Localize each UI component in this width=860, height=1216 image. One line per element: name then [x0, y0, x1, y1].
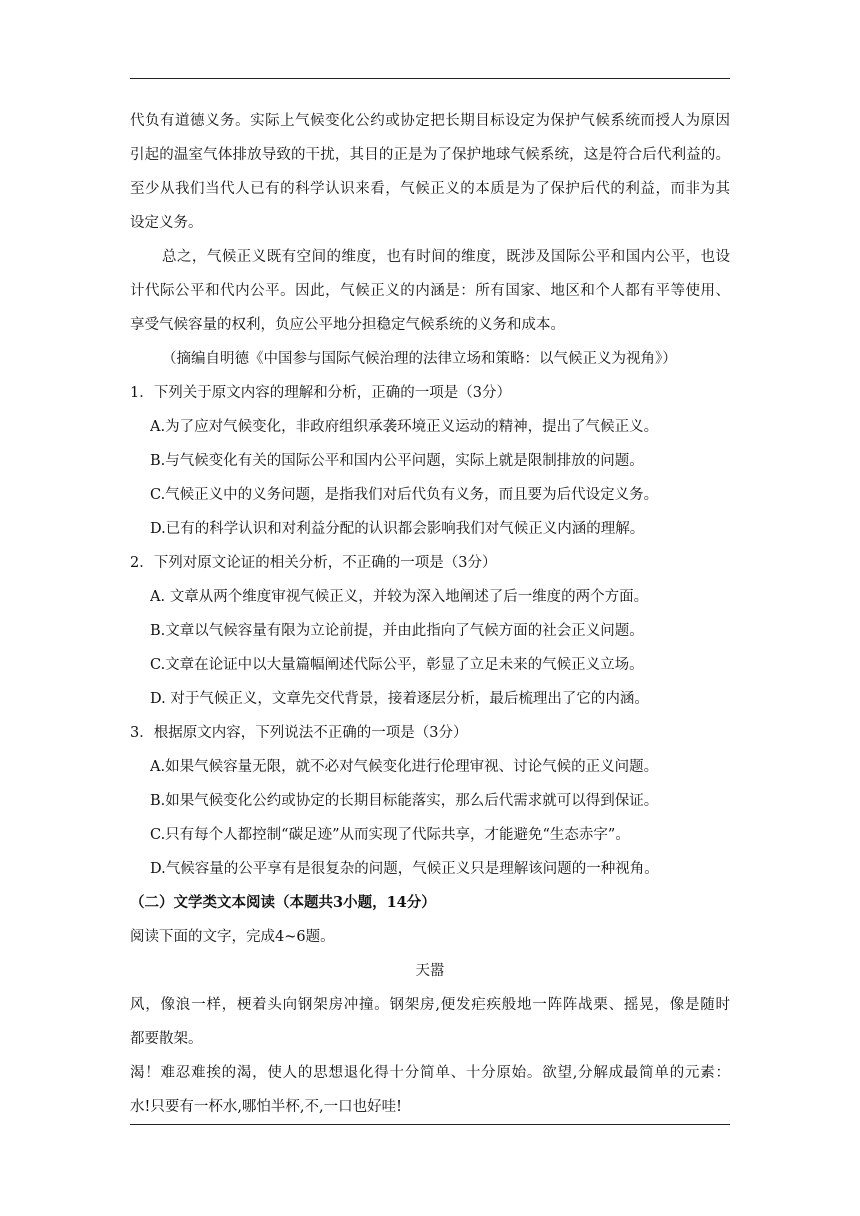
answer-option: C.气候正义中的义务问题，是指我们对后代负有义务，而且要为后代设定义务。 — [150, 487, 659, 503]
paragraph-line: 设定义务。 — [130, 215, 203, 231]
section-heading: （二）文学类文本阅读（本题共3小题，14分） — [130, 894, 436, 911]
story-line: 风，像浪一样，梗着头向钢架房冲撞。钢架房,便发疟疾般地一阵阵战栗、摇晃，像是随时 — [130, 997, 730, 1013]
question-stem: 3．根据原文内容，下列说法不正确的一项是（3分） — [130, 725, 468, 741]
answer-option: C.文章在论证中以大量篇幅阐述代际公平，彰显了立足未来的气候正义立场。 — [150, 657, 644, 673]
answer-option: D. 对于气候正义，文章先交代背景，接着逐层分析，最后梳理出了它的内涵。 — [150, 691, 649, 707]
paragraph-line: 计代际公平和代内公平。因此，气候正义的内涵是：所有国家、地区和个人都有平等使用、 — [130, 283, 730, 299]
question-stem: 1．下列关于原文内容的理解和分析，正确的一项是（3分） — [130, 385, 511, 401]
story-line: 水!只要有一杯水,哪怕半杯,不,一口也好哇! — [130, 1099, 402, 1115]
answer-option: C.只有每个人都控制“碳足迹”从而实现了代际共享，才能避免“生态赤字”。 — [150, 827, 630, 843]
paragraph-line: 引起的温室气体排放导致的干扰，其目的正是为了保护地球气候系统，这是符合后代利益的。 — [130, 147, 730, 163]
answer-option: A. 文章从两个维度审视气候正义，并较为深入地阐述了后一维度的两个方面。 — [150, 589, 649, 605]
answer-option: D.已有的科学认识和对利益分配的认识都会影响我们对气候正义内涵的理解。 — [150, 521, 645, 537]
story-line: 渴！难忍难挨的渴，使人的思想退化得十分简单、十分原始。欲望,分解成最简单的元素： — [130, 1065, 730, 1081]
bottom-rule — [130, 1124, 730, 1125]
answer-option: B.如果气候变化公约或协定的长期目标能落实，那么后代需求就可以得到保证。 — [150, 793, 659, 809]
question-stem: 2．下列对原文论证的相关分析，不正确的一项是（3分） — [130, 555, 497, 571]
answer-option: D.气候容量的公平享有是很复杂的问题，气候正义只是理解该问题的一种视角。 — [150, 861, 659, 877]
answer-option: A.为了应对气候变化，非政府组织承袭环境正义运动的精神，提出了气候正义。 — [150, 419, 659, 435]
answer-option: A.如果气候容量无限，就不必对气候变化进行伦理审视、讨论气候的正义问题。 — [150, 759, 659, 775]
answer-option: B.与气候变化有关的国际公平和国内公平问题，实际上就是限制排放的问题。 — [150, 453, 644, 469]
source-citation: （摘编自明德《中国参与国际气候治理的法律立场和策略：以气候正义为视角》） — [162, 351, 677, 367]
top-rule — [130, 78, 730, 79]
story-title: 天嚣 — [415, 963, 445, 979]
paragraph-line: 总之，气候正义既有空间的维度，也有时间的维度，既涉及国际公平和国内公平，也设 — [162, 249, 730, 265]
instruction-text: 阅读下面的文字，完成4~6题。 — [130, 929, 335, 945]
story-line: 都要散架。 — [130, 1031, 203, 1047]
paragraph-line: 代负有道德义务。实际上气候变化公约或协定把长期目标设定为保护气候系统而授人为原因 — [130, 113, 730, 129]
paragraph-line: 至少从我们当代人已有的科学认识来看，气候正义的本质是为了保护后代的利益，而非为其 — [130, 181, 730, 197]
answer-option: B.文章以气候容量有限为立论前提，并由此指向了气候方面的社会正义问题。 — [150, 623, 644, 639]
paragraph-line: 享受气候容量的权利，负应公平地分担稳定气候系统的义务和成本。 — [130, 317, 565, 333]
